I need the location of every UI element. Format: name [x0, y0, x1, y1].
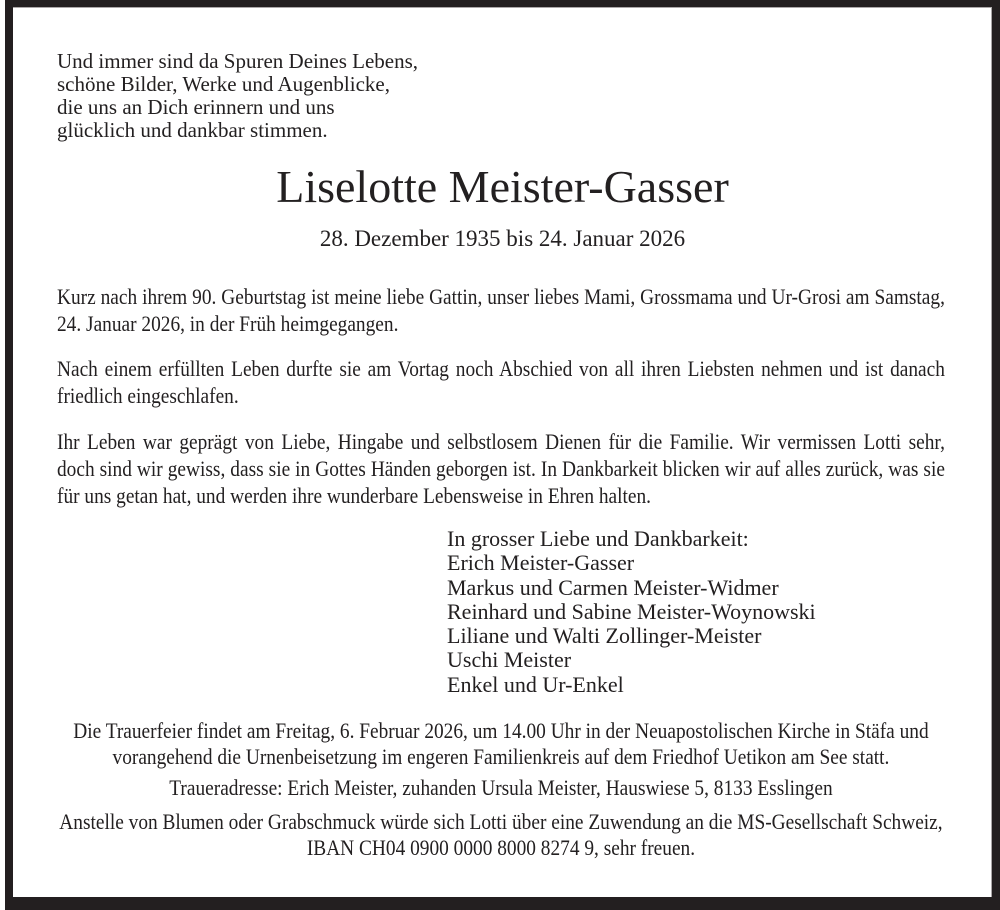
family-member: Erich Meister-Gasser: [447, 550, 635, 576]
donation-note: Anstelle von Blumen oder Grabschmuck würde sich Lotti über eine Zuwendung an die MS-Gesellschaft Schweiz, IBAN CH04 0900 0000 8000 8274 9, sehr freuen.: [59, 809, 943, 860]
family-list: [447, 527, 816, 697]
family-member: Reinhard und Sabine Meister-Woynowski: [447, 598, 816, 624]
obituary-notice: [5, 0, 1000, 910]
life-dates: 28. Dezember 1935 bis 24. Januar 2026: [319, 226, 686, 251]
family-closing-line: In grosser Liebe und Dankbarkeit:: [447, 526, 749, 551]
poem-line: glücklich und dankbar stimmen.: [57, 118, 328, 142]
funeral-details: Die Trauerfeier findet am Freitag, 6. Februar 2026, um 14.00 Uhr in der Neuapostolischen Kirche in Stäfa und vorangehend die Urnenbeisetzung im engeren Familienkreis auf dem Friedhof Uetikon am See statt.: [73, 718, 929, 769]
family-member: Markus und Carmen Meister-Widmer: [447, 574, 779, 600]
deceased-name: Liselotte Meister-Gasser: [276, 161, 729, 212]
memorial-poem: [57, 50, 418, 142]
mourning-address: Traueradresse: Erich Meister, zuhanden Ursula Meister, Hauswiese 5, 8133 Esslingen: [169, 775, 833, 800]
poem-line: Und immer sind da Spuren Deines Lebens,: [57, 49, 419, 73]
obituary-paragraph-3: Ihr Leben war geprägt von Liebe, Hingabe und selbstlosem Dienen für die Familie. Wir vermissen Lotti sehr, doch sind wir gewiss, dass sie in Gottes Händen geborgen ist. In Dankbarkeit blicken wir auf alles zurück, was sie für uns getan hat, und werden ihre wunderbare Lebensweise in Ehren halten.: [57, 429, 945, 508]
obituary-paragraph-2: Nach einem erfüllten Leben durfte sie am Vortag noch Abschied von all ihren Liebsten nehmen und ist danach friedlich eingeschlafen.: [57, 356, 945, 408]
poem-line: schöne Bilder, Werke und Augenblicke,: [57, 72, 390, 96]
obituary-paragraph-1: Kurz nach ihrem 90. Geburtstag ist meine liebe Gattin, unser liebes Mami, Grossmama und Ur-Grosi am Samstag, 24. Januar 2026, in der Früh heimgegangen.: [57, 284, 945, 336]
family-member: Uschi Meister: [447, 647, 572, 673]
poem-line: die uns an Dich erinnern und uns: [57, 95, 335, 119]
family-member: Liliane und Walti Zollinger-Meister: [447, 623, 762, 649]
family-member: Enkel und Ur-Enkel: [447, 671, 624, 697]
